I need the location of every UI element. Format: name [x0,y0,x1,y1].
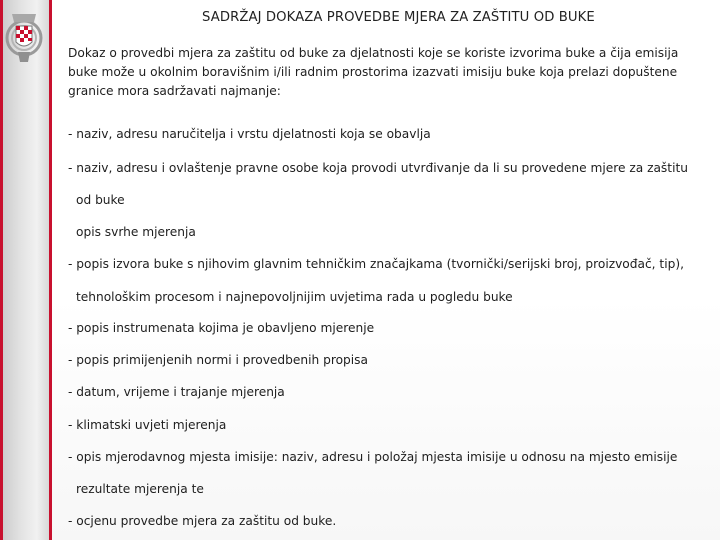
list-item: - popis izvora buke s njihovim glavnim tehničkim značajkama (tvornički/serijski broj, proizvođač, tip), [68,257,684,271]
list-item: - naziv, adresu naručitelja i vrstu djelatnosti koja se obavlja [68,127,431,141]
document-body [52,0,720,540]
coat-of-arms-icon [4,8,44,66]
list-item: - naziv, adresu i ovlaštenje pravne osobe koja provodi utvrđivanje da li su provedene mjere za zaštitu [68,161,688,175]
page-title: SADRŽAJ DOKAZA PROVEDBE MJERA ZA ZAŠTITU OD BUKE [202,10,595,25]
list-item: - ocjenu provedbe mjera za zaštitu od buke. [68,514,337,528]
list-item: - datum, vrijeme i trajanje mjerenja [68,385,285,399]
list-item: - opis mjerodavnog mjesta imisije: naziv, adresu i položaj mjesta imisije u odnosu na mjesto emisije [68,450,678,464]
list-item: - klimatski uvjeti mjerenja [68,418,227,432]
list-item: - popis instrumenata kojima je obavljeno mjerenje [68,321,375,335]
list-item: - popis primijenjenih normi i provedbenih propisa [68,353,368,367]
list-item-continuation: od buke [76,193,125,207]
list-item: opis svrhe mjerenja [76,225,196,239]
list-item: rezultate mjerenja te [76,482,204,496]
intro-paragraph: Dokaz o provedbi mjera za zaštitu od buke za djelatnosti koje se koriste izvorima buke a čija emisija buke može u okolnim boravišnim i/ili radnim prostorima izazvati imisiju buke koja prelazi dopuštene granice mora sadržavati najmanje: [68,46,679,98]
list-item-continuation: tehnološkim procesom i najnepovoljnijim uvjetima rada u pogledu buke [76,290,513,304]
sidebar-decoration [0,0,52,540]
